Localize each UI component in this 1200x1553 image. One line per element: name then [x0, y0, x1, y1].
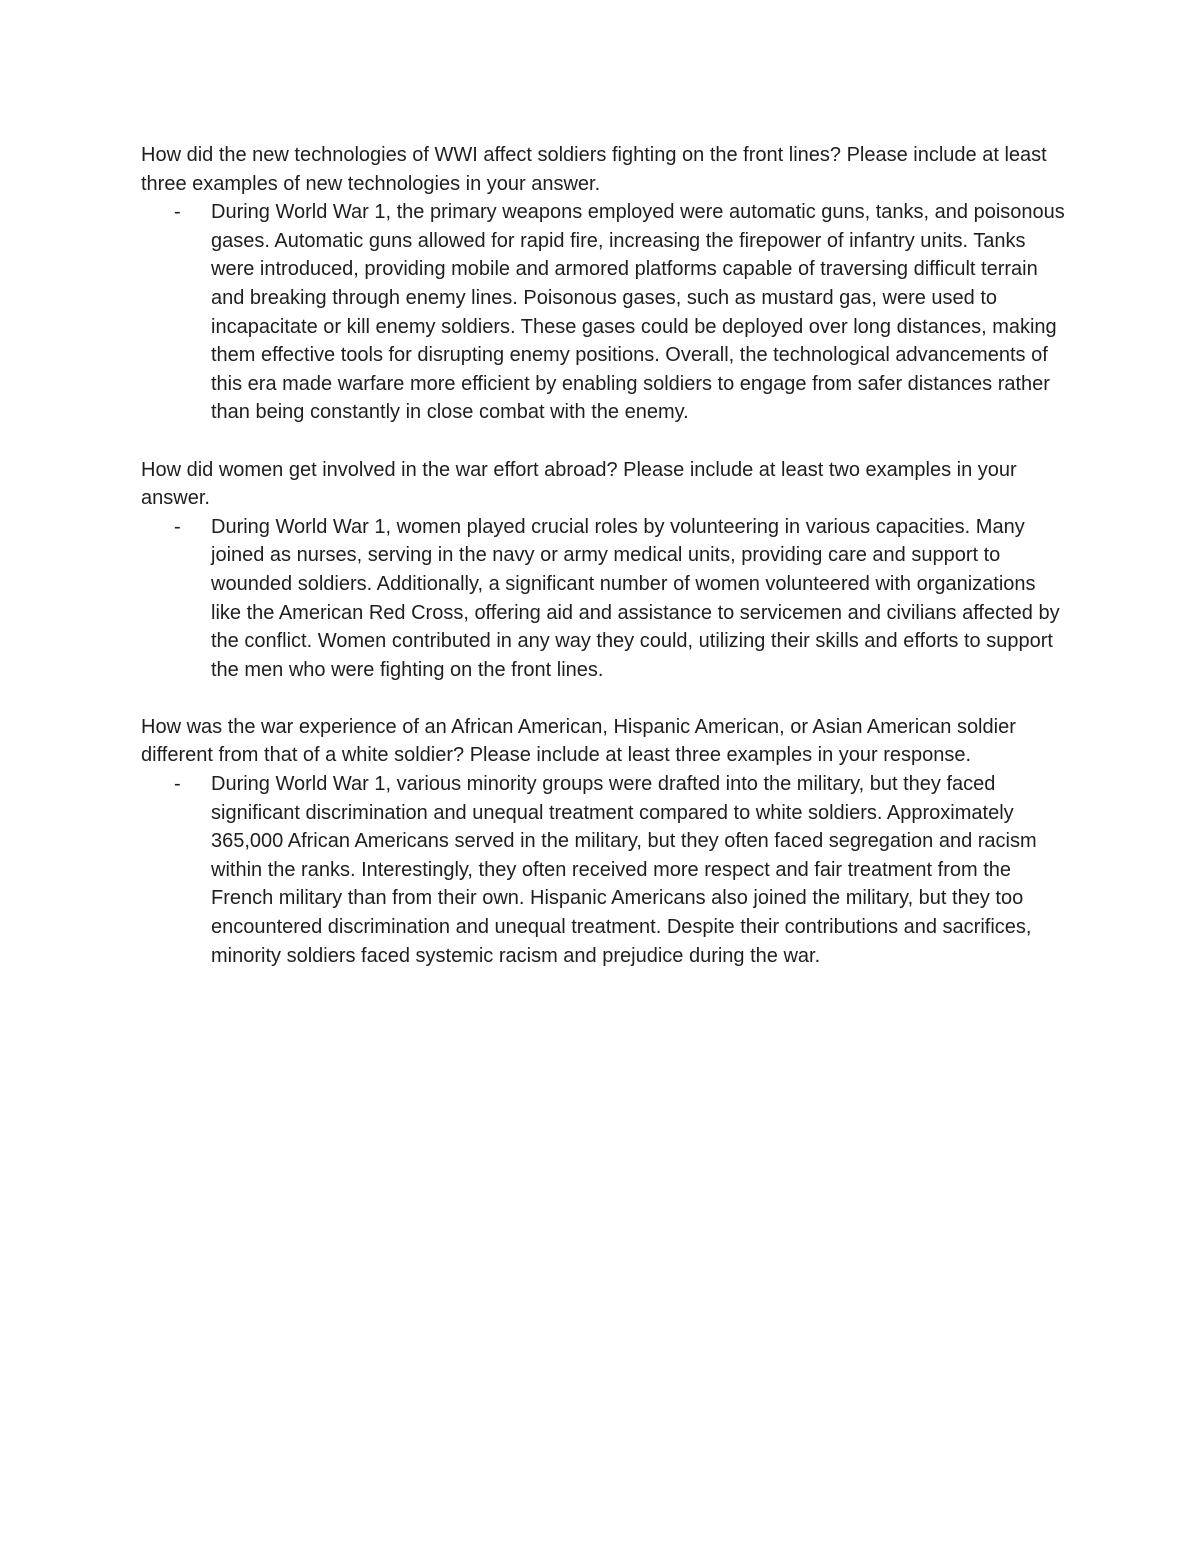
- bullet-dash: -: [174, 201, 181, 224]
- answer-list: [141, 513, 1066, 685]
- answer-item: [141, 513, 1066, 685]
- document-body: [141, 141, 1066, 999]
- qa-section-women: [141, 456, 1066, 685]
- answer-text: During World War 1, women played crucial roles by volunteering in various capacities. Many joined as nurses, serving in the navy or army medical units, providing care and support to wounded soldiers. Additionally, a significant number of women volunteered with organizations like the American Red Cross, offering aid and assistance to servicemen and civilians affected by the conflict. Women contributed in any way they could, utilizing their skills and efforts to support the men who were fighting on the front lines.: [211, 515, 1060, 681]
- qa-section-minority-soldiers: [141, 713, 1066, 970]
- bullet-dash: -: [174, 515, 181, 538]
- question-text: How was the war experience of an African American, Hispanic American, or Asian American soldier different from that of a white soldier? Please include at least three examples in your response.: [141, 715, 1016, 767]
- answer-text: During World War 1, various minority groups were drafted into the military, but they faced significant discrimination and unequal treatment compared to white soldiers. Approximately 365,000 African Americans served in the military, but they often faced segregation and racism within the ranks. Interestingly, they often received more respect and fair treatment from the French military than from their own. Hispanic Americans also joined the military, but they too encountered discrimination and unequal treatment. Despite their contributions and sacrifices, minority soldiers faced systemic racism and prejudice during the war.: [211, 773, 1037, 967]
- bullet-dash: -: [174, 773, 181, 796]
- answer-list: [141, 770, 1066, 970]
- answer-item: [141, 770, 1066, 970]
- question-text: How did the new technologies of WWI affect soldiers fighting on the front lines? Please include at least three examples of new technologies in your answer.: [141, 144, 1047, 195]
- answer-item: [141, 198, 1066, 427]
- qa-section-technology: [141, 141, 1066, 427]
- answer-list: [141, 198, 1066, 427]
- answer-text: During World War 1, the primary weapons employed were automatic guns, tanks, and poisonous gases. Automatic guns allowed for rapid fire, increasing the firepower of infantry units. Tanks were introduced, providing mobile and armored platforms capable of traversing difficult terrain and breaking through enemy lines. Poisonous gases, such as mustard gas, were used to incapacitate or kill enemy soldiers. These gases could be deployed over long distances, making them effective tools for disrupting enemy positions. Overall, the technological advancements of this era made warfare more efficient by enabling soldiers to engage from safer distances rather than being constantly in close combat with the enemy.: [211, 201, 1065, 424]
- question-text: How did women get involved in the war effort abroad? Please include at least two examples in your answer.: [141, 458, 1017, 510]
